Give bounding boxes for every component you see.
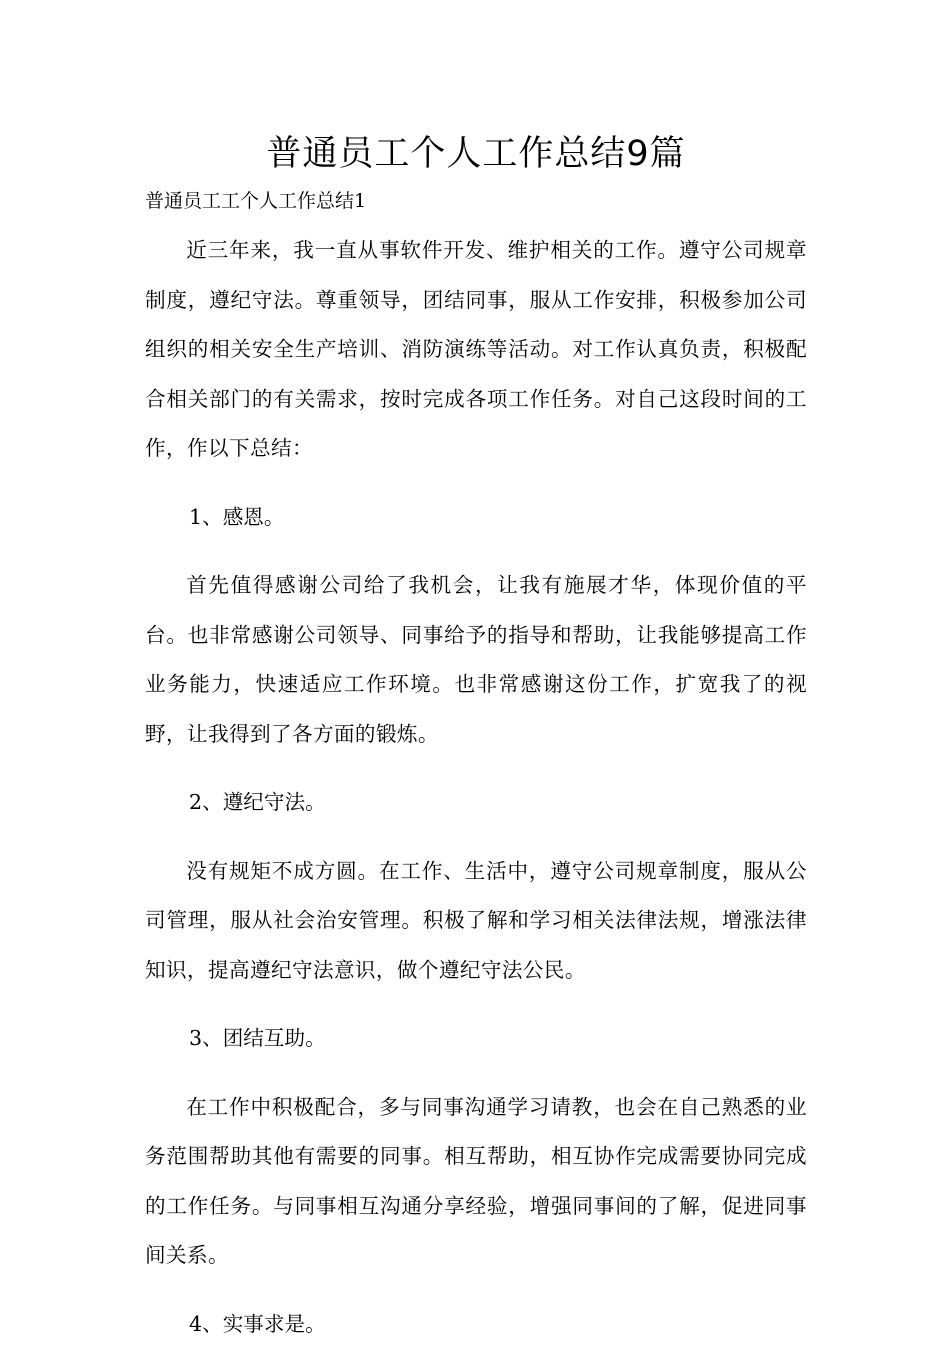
point-2-paragraph: 没有规矩不成方圆。在工作、生活中，遵守公司规章制度，服从公司管理，服从社会治安管理。积极了解和学习相关法律法规，增涨法律知识，提高遵纪守法意识，做个遵纪守法公民。 (145, 858, 807, 982)
point-3-heading: 3、团结互助。 (189, 1026, 326, 1050)
section-heading: 普通员工工个人工作总结1 (145, 190, 367, 212)
document-body (145, 226, 807, 1368)
point-1-paragraph: 首先值得感谢公司给了我机会，让我有施展才华，体现价值的平台。也非常感谢公司领导、同事给予的指导和帮助，让我能够提高工作业务能力，快速适应工作环境。也非常感谢这份工作，扩宽我了的视野，让我得到了各方面的锻炼。 (145, 573, 807, 746)
point-4-heading: 4、实事求是。 (189, 1311, 326, 1336)
point-1-heading: 1、感恩。 (189, 504, 285, 529)
document-title: 普通员工个人工作总结9篇 (266, 134, 686, 174)
intro-paragraph: 近三年来，我一直从事软件开发、维护相关的工作。遵守公司规章制度，遵纪守法。尊重领导，团结同事，服从工作安排，积极参加公司组织的相关安全生产培训、消防演练等活动。对工作认真负责，积极配合相关部门的有关需求，按时完成各项工作任务。对自己这段时间的工作，作以下总结： (145, 238, 807, 460)
point-2-heading: 2、遵纪守法。 (189, 790, 326, 814)
point-3-paragraph: 在工作中积极配合，多与同事沟通学习请教，也会在自己熟悉的业务范围帮助其他有需要的同事。相互帮助，相互协作完成需要协同完成的工作任务。与同事相互沟通分享经验，增强同事间的了解，促进同事间关系。 (145, 1094, 807, 1267)
